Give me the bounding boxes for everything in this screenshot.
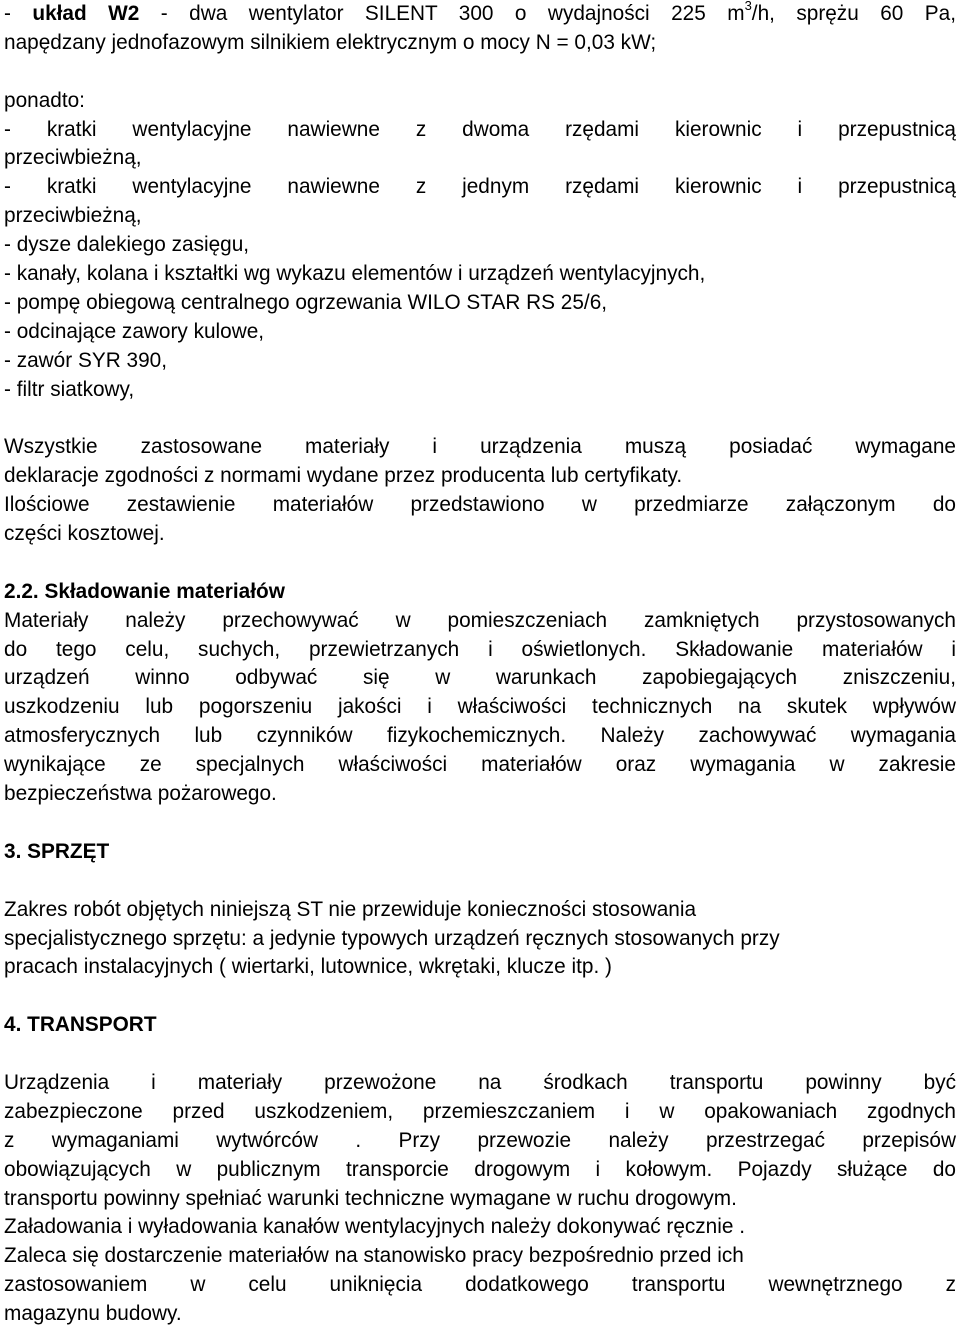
paragraph-line: magazynu budowy. [4,1302,182,1326]
paragraph-line: transportu powinny spełniać warunki techniczne wymagane w ruchu drogowym. [4,1186,737,1210]
paragraph-line: Zaleca się dostarczenie materiałów na stanowisko pracy bezpośrednio przed ich [4,1244,744,1268]
w2-bold-label: układ W2 [32,2,140,25]
spacer [4,982,956,1011]
paragraph-line: Urządzenia i materiały przewożone na środkach transportu powinny być [4,1070,956,1094]
spacer [4,58,956,87]
paragraph-line: do tego celu, suchych, przewietrzanych i oświetlonych. Składowanie materiałów i [4,637,956,661]
spacer [4,809,956,838]
paragraph-line: obowiązujących w publicznym transporcie drogowym i kołowym. Pojazdy służące do [4,1157,956,1181]
list-item: - kratki wentylacyjne nawiewne z jednym rzędami kierownic i przepustnicą [4,175,956,199]
paragraph-line: atmosferycznych lub czynników fizykochemicznych. Należy zachowywać wymagania [4,724,956,748]
w2-dash: - [4,2,33,25]
w2-text-end: /h, sprężu 60 Pa, [751,2,956,25]
paragraph-line: Załadowania i wyładowania kanałów wentylacyjnych należy dokonywać ręcznie . [4,1215,745,1239]
w2-superscript: 3 [744,0,752,14]
paragraph-line: bezpieczeństwa pożarowego. [4,782,277,806]
paragraph-line: deklaracje zgodności z normami wydane przez producenta lub certyfikaty. [4,464,683,488]
w2-line-2: napędzany jednofazowym silnikiem elektrycznym o mocy N = 0,03 kW; [4,30,657,54]
ponadto-heading: ponadto: [4,88,85,112]
paragraph-line: wynikające ze specjalnych właściwości materiałów oraz wymagania w zakresie [4,753,956,777]
paragraph-line: Wszystkie zastosowane materiały i urządzenia muszą posiadać wymagane [4,435,956,459]
list-item: - kratki wentylacyjne nawiewne z dwoma rzędami kierownic i przepustnicą [4,117,956,141]
section-heading-skladowanie: 2.2. Składowanie materiałów [4,579,285,603]
spacer [4,404,956,433]
paragraph-line: specjalistycznego sprzętu: a jedynie typowych urządzeń ręcznych stosowanych przy [4,926,780,950]
list-item: - pompę obiegową centralnego ogrzewania WILO STAR RS 25/6, [4,290,608,314]
section-heading-transport: 4. TRANSPORT [4,1013,157,1037]
paragraph-line: zabezpieczone przed uszkodzeniem, przemieszczaniem i w opakowaniach zgodnych [4,1099,956,1123]
paragraph-line: Materiały należy przechowywać w pomieszczeniach zamkniętych przystosowanych [4,608,956,632]
list-item: - filtr siatkowy, [4,377,135,401]
w2-text: - dwa wentylator SILENT 300 o wydajności 225 m [139,2,745,25]
list-item: - dysze dalekiego zasięgu, [4,233,250,257]
paragraph-line: części kosztowej. [4,522,165,546]
list-item: - zawór SYR 390, [4,348,167,372]
spacer [4,1040,956,1069]
paragraph-line: z wymaganiami wytwórców . Przy przewozie należy przestrzegać przepisów [4,1128,956,1152]
list-item: przeciwbieżną, [4,146,142,170]
list-item: - odcinające zawory kulowe, [4,319,265,343]
paragraph-line: uszkodzeniu lub pogorszeniu jakości i właściwości technicznych na skutek wpływów [4,695,956,719]
paragraph-line: zastosowaniem w celu uniknięcia dodatkowego transportu wewnętrznego z [4,1273,956,1297]
paragraph-line: urządzeń winno odbywać się w warunkach zapobiegających zniszczeniu, [4,666,956,690]
paragraph-line: pracach instalacyjnych ( wiertarki, lutownice, wkrętaki, klucze itp. ) [4,955,612,979]
list-item: przeciwbieżną, [4,204,142,228]
spacer [4,549,956,578]
paragraph-line: Ilościowe zestawienie materiałów przedstawiono w przedmiarze załączonym do [4,493,956,517]
spacer [4,867,956,896]
section-heading-sprzet: 3. SPRZĘT [4,839,110,863]
document-page [4,0,956,1329]
list-item: - kanały, kolana i kształtki wg wykazu elementów i urządzeń wentylacyjnych, [4,262,706,286]
w2-line-1 [4,0,956,29]
paragraph-line: Zakres robót objętych niniejszą ST nie przewiduje konieczności stosowania [4,897,697,921]
